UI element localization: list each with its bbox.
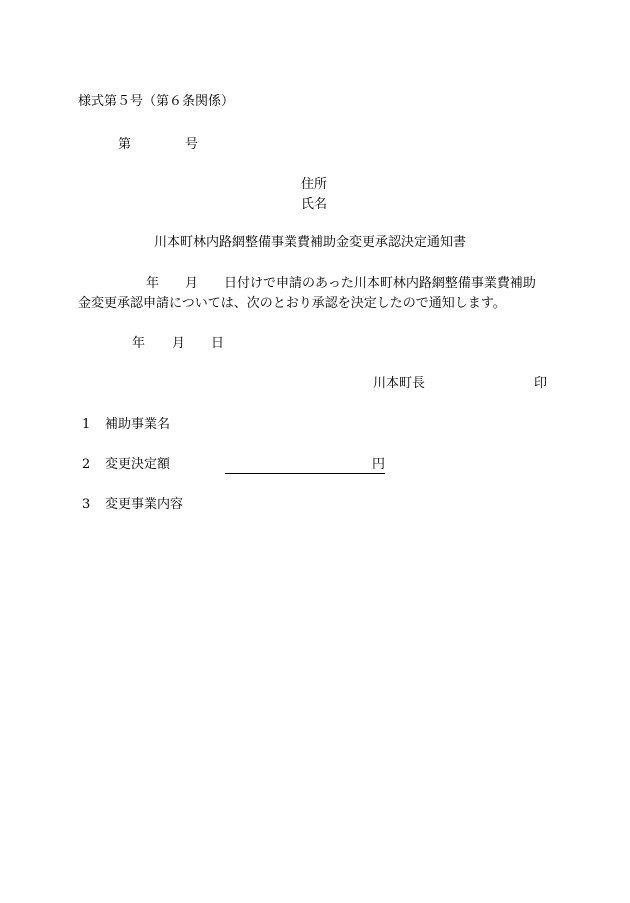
body-line2: 金変更承認申請については、次のとおり承認を決定したので通知します。	[78, 296, 506, 311]
item-3-number: 3	[82, 497, 91, 512]
body-month: 月	[185, 276, 199, 291]
item-2-number: 2	[82, 457, 91, 472]
issuer-name: 川本町長	[373, 376, 426, 391]
issue-date-year: 年	[132, 336, 146, 351]
body-line1-rest: 日付けで申請のあった川本町林内路網整備事業費補助	[224, 276, 536, 291]
doc-number-dai: 第	[118, 137, 132, 152]
body-year: 年	[146, 276, 160, 291]
document-title: 川本町林内路網整備事業費補助金変更承認決定通知書	[154, 235, 467, 250]
item-1-label: 補助事業名	[105, 417, 171, 432]
amount-unit: 円	[372, 457, 386, 472]
item-3-label: 変更事業内容	[105, 497, 184, 512]
issuer-seal: 印	[534, 376, 548, 391]
item-2-label: 変更決定額	[105, 457, 171, 472]
amount-blank-line	[225, 457, 372, 474]
name-label: 氏名	[301, 197, 328, 212]
address-label: 住所	[301, 177, 328, 192]
form-label: 様式第５号（第６条関係）	[78, 94, 235, 109]
doc-number-go: 号	[185, 137, 199, 152]
item-1-number: 1	[82, 417, 91, 432]
issue-date-month: 月	[172, 336, 186, 351]
issue-date-day: 日	[211, 336, 225, 351]
